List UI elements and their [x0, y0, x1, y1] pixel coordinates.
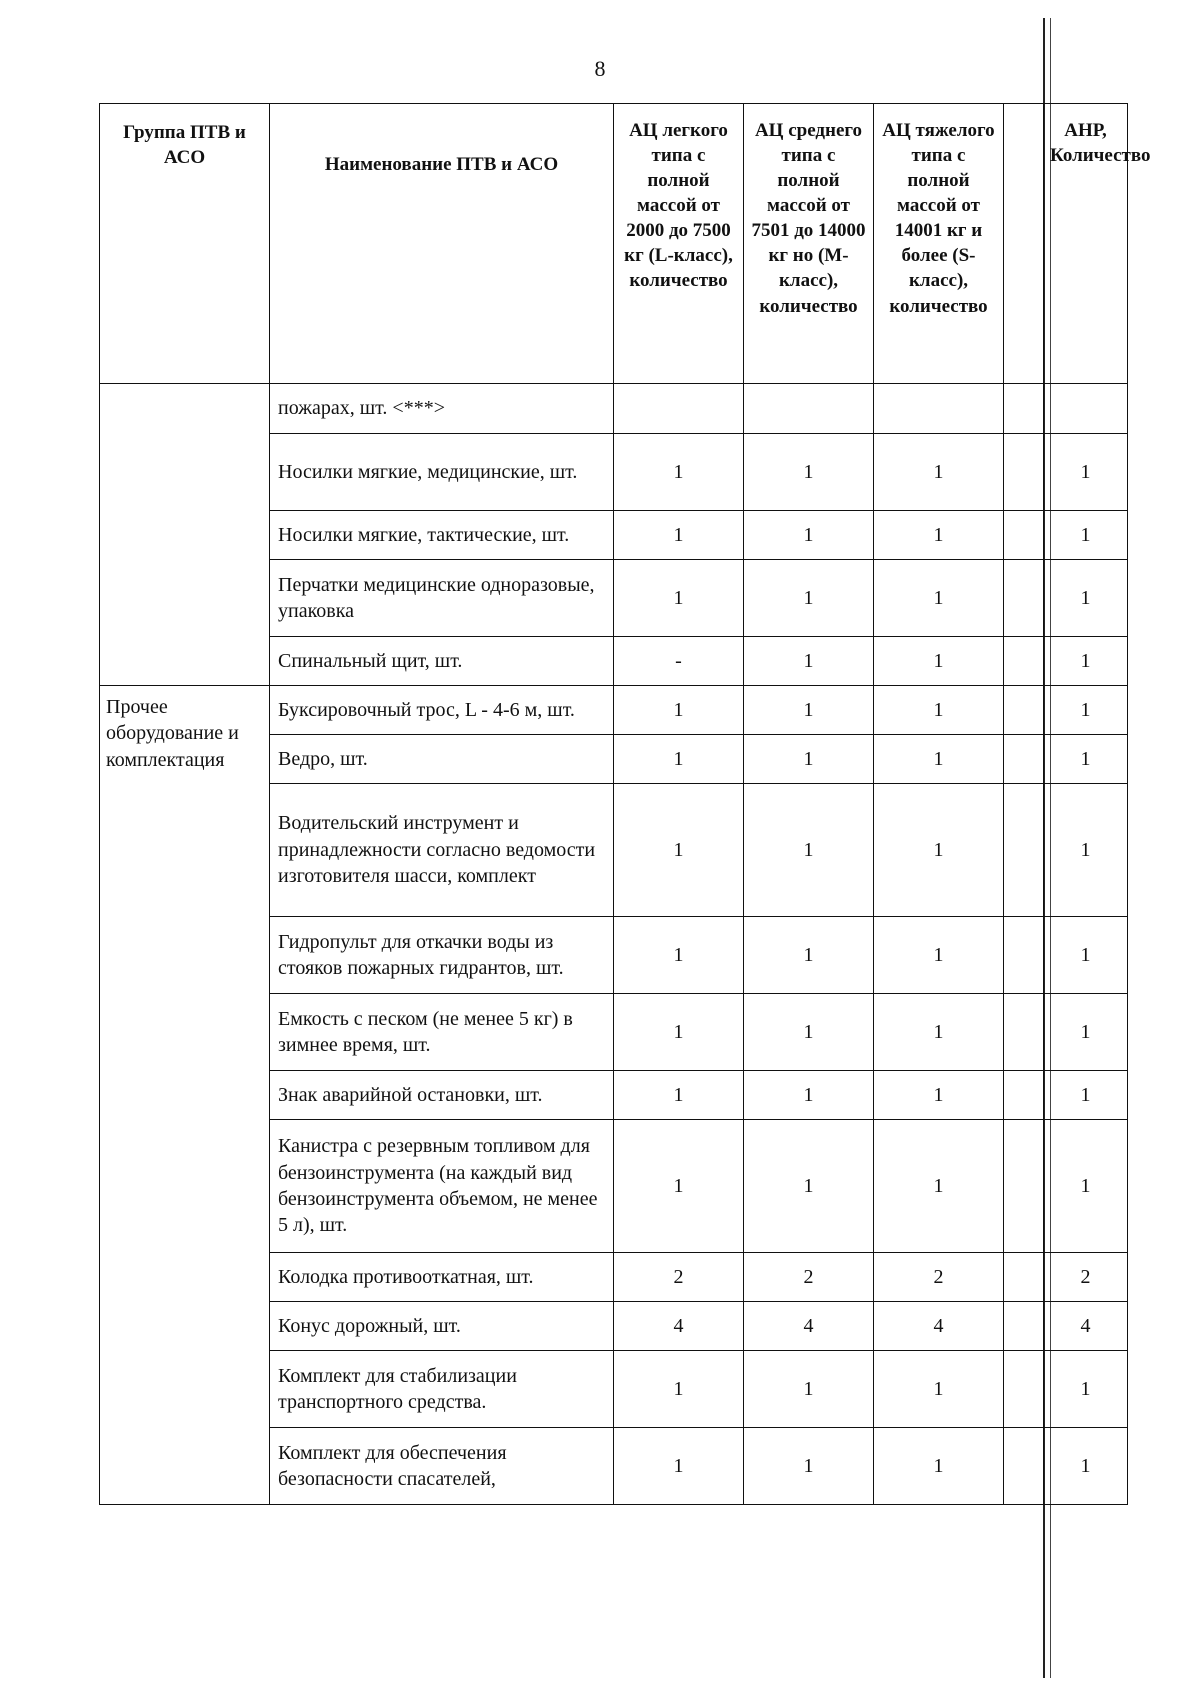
light-count: 1: [614, 511, 744, 560]
medium-count: 4: [744, 1302, 874, 1351]
extra-count: [1004, 434, 1044, 511]
anr-count: 1: [1044, 434, 1128, 511]
header-light-class: АЦ легкого типа с полной массой от 2000 до 7500 кг (L-класс), количество: [614, 104, 744, 384]
anr-count: 1: [1044, 1351, 1128, 1428]
medium-count: 1: [744, 1120, 874, 1253]
extra-count: [1004, 1302, 1044, 1351]
medium-count: 1: [744, 917, 874, 994]
header-extra: [1004, 104, 1044, 384]
light-count: 1: [614, 735, 744, 784]
anr-count: 4: [1044, 1302, 1128, 1351]
medium-count: 1: [744, 1071, 874, 1120]
extra-count: [1004, 994, 1044, 1071]
light-count: 4: [614, 1302, 744, 1351]
medium-count: [744, 384, 874, 434]
extra-count: [1004, 511, 1044, 560]
table-row: [100, 384, 1128, 434]
group-cell: [100, 384, 270, 686]
anr-count: 1: [1044, 560, 1128, 637]
table-header-row: [100, 104, 1128, 384]
heavy-count: 2: [874, 1253, 1004, 1302]
item-name: Носилки мягкие, медицинские, шт.: [270, 434, 614, 511]
light-count: -: [614, 637, 744, 686]
anr-count: 1: [1044, 1071, 1128, 1120]
item-name: Комплект для стабилизации транспортного средства.: [270, 1351, 614, 1428]
medium-count: 1: [744, 560, 874, 637]
anr-count: 1: [1044, 511, 1128, 560]
light-count: 1: [614, 784, 744, 917]
heavy-count: 1: [874, 637, 1004, 686]
heavy-count: 1: [874, 511, 1004, 560]
medium-count: 1: [744, 994, 874, 1071]
item-name: Спинальный щит, шт.: [270, 637, 614, 686]
light-count: 1: [614, 686, 744, 735]
medium-count: 1: [744, 1428, 874, 1505]
light-count: 2: [614, 1253, 744, 1302]
item-name: Гидропульт для откачки воды из стояков пожарных гидрантов, шт.: [270, 917, 614, 994]
anr-count: 1: [1044, 637, 1128, 686]
light-count: 1: [614, 917, 744, 994]
item-name: Перчатки медицинские одноразовые, упаковка: [270, 560, 614, 637]
heavy-count: 1: [874, 434, 1004, 511]
extra-count: [1004, 560, 1044, 637]
light-count: 1: [614, 1351, 744, 1428]
extra-count: [1004, 917, 1044, 994]
anr-count: 1: [1044, 784, 1128, 917]
heavy-count: 1: [874, 994, 1004, 1071]
item-name: Комплект для обеспечения безопасности спасателей,: [270, 1428, 614, 1505]
header-medium-class: АЦ среднего типа с полной массой от 7501 до 14000 кг но (М-класс), количество: [744, 104, 874, 384]
item-name: Канистра с резервным топливом для бензоинструмента (на каждый вид бензоинструмента объемом, не менее 5 л), шт.: [270, 1120, 614, 1253]
medium-count: 1: [744, 735, 874, 784]
extra-count: [1004, 735, 1044, 784]
medium-count: 1: [744, 637, 874, 686]
item-name: Водительский инструмент и принадлежности согласно ведомости изготовителя шасси, комплект: [270, 784, 614, 917]
heavy-count: 1: [874, 784, 1004, 917]
item-name: Буксировочный трос, L - 4-6 м, шт.: [270, 686, 614, 735]
header-group: Группа ПТВ и АСО: [100, 104, 270, 384]
light-count: 1: [614, 560, 744, 637]
page-number: 8: [594, 56, 606, 81]
light-count: [614, 384, 744, 434]
heavy-count: 1: [874, 686, 1004, 735]
light-count: 1: [614, 1071, 744, 1120]
extra-count: [1004, 1253, 1044, 1302]
item-name: Носилки мягкие, тактические, шт.: [270, 511, 614, 560]
medium-count: 1: [744, 784, 874, 917]
anr-count: 1: [1044, 994, 1128, 1071]
anr-count: 1: [1044, 917, 1128, 994]
anr-count: 1: [1044, 1428, 1128, 1505]
anr-count: 1: [1044, 1120, 1128, 1253]
item-name: Конус дорожный, шт.: [270, 1302, 614, 1351]
heavy-count: 1: [874, 1120, 1004, 1253]
heavy-count: [874, 384, 1004, 434]
heavy-count: 1: [874, 1071, 1004, 1120]
extra-count: [1004, 1351, 1044, 1428]
heavy-count: 1: [874, 917, 1004, 994]
heavy-count: 1: [874, 735, 1004, 784]
item-name: Знак аварийной остановки, шт.: [270, 1071, 614, 1120]
heavy-count: 1: [874, 1428, 1004, 1505]
light-count: 1: [614, 1120, 744, 1253]
heavy-count: 1: [874, 560, 1004, 637]
light-count: 1: [614, 434, 744, 511]
anr-count: 1: [1044, 686, 1128, 735]
item-name: Колодка противооткатная, шт.: [270, 1253, 614, 1302]
extra-count: [1004, 1428, 1044, 1505]
item-name: Емкость с песком (не менее 5 кг) в зимнее время, шт.: [270, 994, 614, 1071]
extra-count: [1004, 384, 1044, 434]
medium-count: 2: [744, 1253, 874, 1302]
medium-count: 1: [744, 686, 874, 735]
anr-count: 2: [1044, 1253, 1128, 1302]
item-name: Ведро, шт.: [270, 735, 614, 784]
extra-count: [1004, 784, 1044, 917]
item-name: пожарах, шт. <***>: [270, 384, 614, 434]
header-anr: АНР, Количество: [1044, 104, 1128, 384]
anr-count: 1: [1044, 735, 1128, 784]
header-name: Наименование ПТВ и АСО: [270, 104, 614, 384]
heavy-count: 4: [874, 1302, 1004, 1351]
medium-count: 1: [744, 434, 874, 511]
medium-count: 1: [744, 511, 874, 560]
medium-count: 1: [744, 1351, 874, 1428]
extra-count: [1004, 637, 1044, 686]
equipment-table: [99, 103, 1151, 1505]
extra-count: [1004, 1120, 1044, 1253]
header-heavy-class: АЦ тяжелого типа с полной массой от 14001 кг и более (S-класс), количество: [874, 104, 1004, 384]
extra-count: [1004, 686, 1044, 735]
light-count: 1: [614, 994, 744, 1071]
light-count: 1: [614, 1428, 744, 1505]
heavy-count: 1: [874, 1351, 1004, 1428]
table-row: [100, 686, 1128, 735]
group-cell: Прочее оборудование и комплектация: [100, 686, 270, 1505]
extra-count: [1004, 1071, 1044, 1120]
anr-count: [1044, 384, 1128, 434]
